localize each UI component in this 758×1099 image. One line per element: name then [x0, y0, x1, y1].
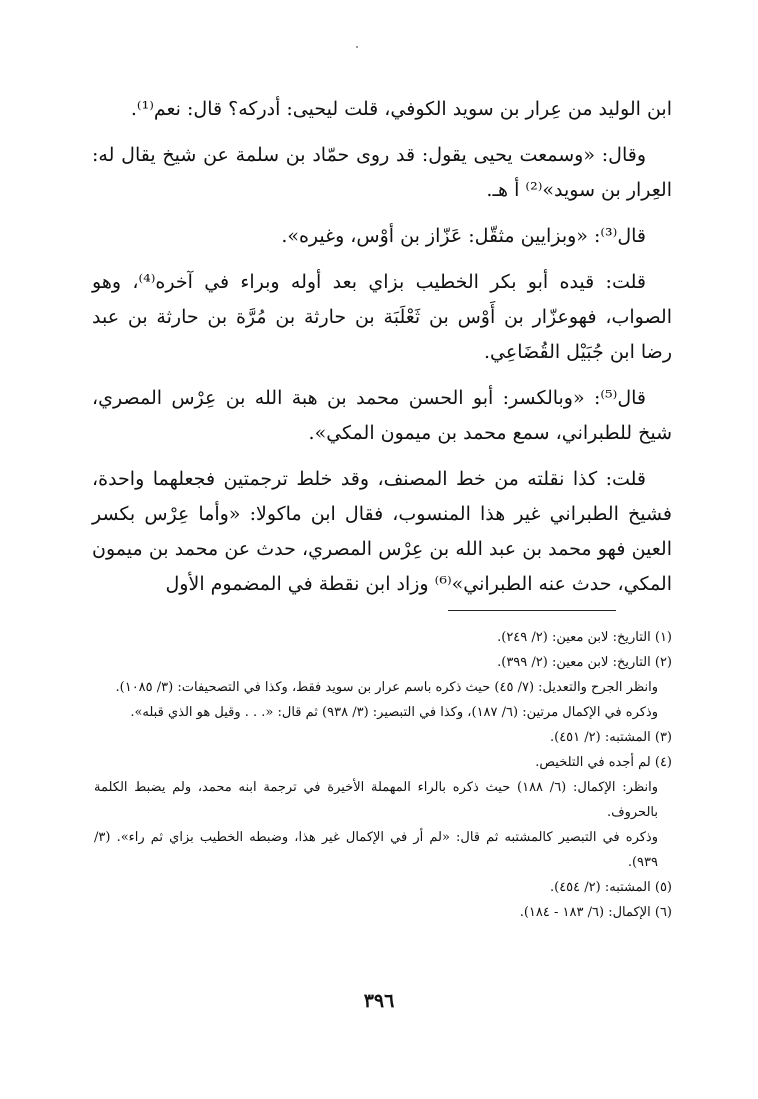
paper-speck: [356, 46, 358, 48]
footnote: (٢) التاريخ: لابن معين: (٢/ ٣٩٩).: [497, 655, 672, 670]
footnote: وانظر الجرح والتعديل: (٧/ ٤٥) حيث ذكره باسم عرار بن سويد فقط، وكذا في التصحيفات: (٣/ ١٠٨٥).: [115, 680, 658, 695]
footnote: وذكره في الإكمال مرتين: (٦/ ١٨٧)، وكذا في التبصير: (٣/ ٩٣٨) ثم قال: «. . . وقيل هو الذي قبله».: [130, 705, 658, 720]
footnote: (١) التاريخ: لابن معين: (٢/ ٢٤٩).: [497, 630, 672, 645]
paragraph-4: قلت: قيده أبو بكر الخطيب بزاي بعد أوله وبراء في آخره⁽⁴⁾، وهو الصواب، فهوعزّار بن أَوْس بن ثَعْلَبَة بن حارثة بن مُرَّة بن حارثة بن عبد رضا ابن جُبَيْل القُضَاعِي.: [92, 271, 672, 363]
main-text: [92, 92, 672, 613]
paragraph-5: قال⁽⁵⁾: «وبالكسر: أبو الحسن محمد بن هبة الله بن عِرْس المصري، شيخ للطبراني، سمع محمد بن ميمون المكي».: [92, 387, 672, 444]
page-number: ٣٩٦: [363, 990, 395, 1012]
footnote: (٥) المشتبه: (٢/ ٤٥٤).: [549, 880, 672, 895]
paragraph-2: وقال: «وسمعت يحيى يقول: قد روى حمّاد بن سلمة عن شيخ يقال له: العِرار بن سويد»⁽²⁾ أ هـ.: [92, 144, 672, 201]
footnote: (٤) لم أجده في التلخيص.: [535, 755, 672, 770]
footnote-divider: [448, 610, 616, 611]
footnote: وذكره في التبصير كالمشتبه ثم قال: «لم أر في الإكمال غير هذا، وضبطه الخطيب بزاي ثم راء». (٣/ ٩٣٩).: [94, 830, 658, 870]
footnote: وانظر: الإكمال: (٦/ ١٨٨) حيث ذكره بالراء المهملة الأخيرة في ترجمة ابنه محمد، ولم يضبط الكلمة بالحروف.: [94, 780, 658, 820]
paragraph-6: قلت: كذا نقلته من خط المصنف، وقد خلط ترجمتين فجعلهما واحدة، فشيخ الطبراني غير هذا المنسوب، فقال ابن ماكولا: «وأما عِرْس بكسر العين فهو محمد بن عبد الله بن عِرْس المصري، حدث عن محمد بن ميمون المكي، حدث عنه الطبراني»⁽⁶⁾ وزاد ابن نقطة في المضموم الأول: [92, 468, 672, 595]
paragraph-1: ابن الوليد من عِرار بن سويد الكوفي، قلت ليحيى: أدركه؟ قال: نعم⁽¹⁾.: [130, 98, 672, 120]
footnotes: [94, 625, 672, 925]
footnote: (٣) المشتبه: (٢/ ٤٥١).: [549, 730, 672, 745]
footnote: (٦) الإكمال: (٦/ ١٨٣ - ١٨٤).: [519, 905, 672, 920]
paragraph-3: قال⁽³⁾: «وبزايين مثقّل: عَزّاز بن أوْس، وغيره».: [281, 225, 646, 247]
